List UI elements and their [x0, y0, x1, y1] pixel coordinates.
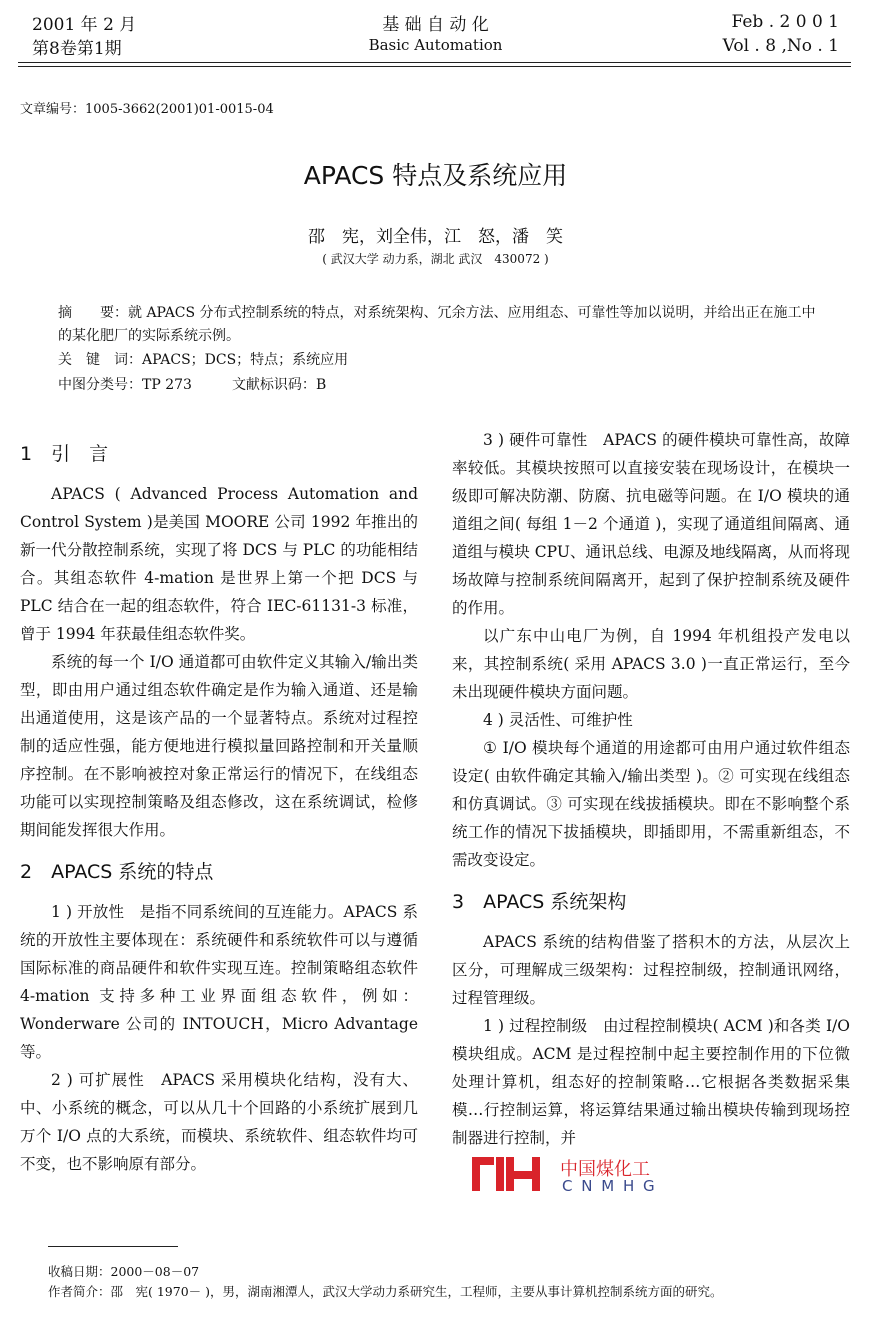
section-2-paragraph-1: 1 ) 开放性 是指不同系统间的互连能力。APACS 系统的开放性主要体现在：系统硬件和系统软件可以与遵循国际标准的商品硬件和软件实现互连。控制策略组态软件 4-mation 支持多种工业界面组态软件，例如：Wonderware 公司的 INTOUCH，Micro Advantage 等。: [20, 903, 418, 1061]
right-paragraph-hardware: 3 ) 硬件可靠性 APACS 的硬件模块可靠性高，故障率较低。其模块按照可以直接安装在现场设计，在模块一级即可解决防潮、防腐、抗电磁等问题。在 I/O 模块的通道组之间( 每组 1－2 个通道 )，实现了通道组间隔离、通道组与模块 CPU、通讯总线、电源及地线隔离，从而将现场故障与控制系统间隔离开，起到了保护控制系统及硬件的作用。: [452, 431, 850, 617]
left-column: [20, 440, 418, 1178]
section-1-paragraph-2: 系统的每一个 I/O 通道都可由软件定义其输入/输出类型，即由用户通过组态软件确定是作为输入通道、还是输出通道使用，这是该产品的一个显著特点。系统对过程控制的适应性强，能方便地进行模拟量回路控制和开关量顺序控制。在不影响被控对象正常运行的情况下，在线组态功能可以实现控制策略及组态修改，这在系统调试，检修期间能发挥很大作用。: [20, 653, 418, 839]
author-bio: 作者简介：邵 宪( 1970－ )，男，湖南湘潭人，武汉大学动力系研究生，工程师，主要从事计算机控制系统方面的研究。: [48, 1284, 723, 1299]
journal-name-cn: 基 础 自 动 化: [382, 15, 489, 35]
right-column: [452, 426, 850, 1152]
article-id: 文章编号：1005-3662(2001)01-0015-04: [20, 102, 274, 117]
header-rule-top: [18, 62, 851, 63]
watermark-text-cn: 中国煤化工: [560, 1159, 650, 1180]
section-1-heading: 1 引 言: [20, 443, 109, 465]
affiliation: ( 武汉大学 动力系，湖北 武汉 430072 ): [322, 252, 549, 266]
section-3-paragraph-2: 1 ) 过程控制级 由过程控制模块( ACM )和各类 I/O 模块组成。ACM 是过程控制中起主要控制作用的下位微处理计算机，组态好的控制策略…它根据各类数据采集模…行控制运算，将运算结果通过输出模块传输到现场控制器进行控制，并: [452, 1017, 850, 1147]
section-1-paragraph-1: APACS ( Advanced Process Automation and Control System )是美国 MOORE 公司 1992 年推出的新一代分散控制系统，实现了将 DCS 与 PLC 的功能相结合。其组态软件 4-mation 是世界上第一个把 DCS 与 PLC 结合在一起的组态软件，符合 IEC-61131-3 标准，曾于 1994 年获最佳组态软件奖。: [20, 485, 418, 643]
abstract-label: 摘 要：: [58, 305, 128, 321]
footnote-rule: [48, 1246, 178, 1247]
keywords-text: APACS；DCS；特点；系统应用: [142, 352, 349, 368]
journal-volume-en: Vol . 8 ,No . 1: [722, 36, 839, 56]
clc-value: TP 273: [142, 377, 192, 393]
keywords-label: 关 键 词：: [58, 352, 142, 368]
journal-name-en: Basic Automation: [368, 36, 503, 54]
keywords: [58, 349, 348, 372]
right-paragraph-flexibility: ① I/O 模块每个通道的用途都可由用户通过软件组态设定( 由软件确定其输入/输出类型 )。② 可实现在线组态和仿真调试。③ 可实现在线拔插模块。即在不影响整个系统工作的情况下拔插模块，即插即用，不需重新组态，不需改变设定。: [452, 739, 850, 869]
abstract: [58, 302, 818, 348]
journal-date: 2001 年 2 月: [32, 15, 137, 35]
journal-volume-cn: 第8卷第1期: [32, 39, 122, 59]
header-rule-bottom: [18, 66, 851, 67]
authors: 邵 宪，刘全伟，江 怒，潘 笑: [308, 227, 563, 247]
doc-code-label: 文献标识码：: [231, 377, 316, 393]
right-paragraph-example: 以广东中山电厂为例，自 1994 年机组投产发电以来，其控制系统( 采用 APACS 3.0 )一直正常运行，至今未出现硬件模块方面问题。: [452, 627, 850, 701]
right-paragraph-flexibility-title: 4 ) 灵活性、可维护性: [483, 711, 633, 729]
watermark-logo: [470, 1155, 680, 1195]
clc-label: 中图分类号：: [58, 377, 142, 393]
section-2-paragraph-2: 2 ) 可扩展性 APACS 采用模块化结构，没有大、中、小系统的概念，可以从几十个回路的小系统扩展到几万个 I/O 点的大系统，而模块、系统软件、组态软件均可不变，也不影响原有部分。: [20, 1071, 418, 1173]
journal-date-en: Feb . 2 0 0 1: [731, 12, 839, 32]
section-3-paragraph-1: APACS 系统的结构借鉴了搭积木的方法，从层次上区分，可理解成三级架构：过程控制级，控制通讯网络，过程管理级。: [452, 933, 850, 1007]
section-3-heading: 3 APACS 系统架构: [452, 891, 627, 913]
section-2-heading: 2 APACS 系统的特点: [20, 861, 214, 883]
watermark-text-en: C N M H G: [562, 1177, 657, 1195]
doc-code-value: B: [315, 377, 327, 393]
paper-title: APACS 特点及系统应用: [303, 161, 568, 190]
abstract-text: 就 APACS 分布式控制系统的特点，对系统架构、冗余方法、应用组态、可靠性等加以说明，并给出正在施工中的某化肥厂的实际系统示例。: [58, 305, 816, 344]
received-date: 收稿日期：2000－08－07: [48, 1264, 200, 1279]
classification: [58, 374, 326, 397]
